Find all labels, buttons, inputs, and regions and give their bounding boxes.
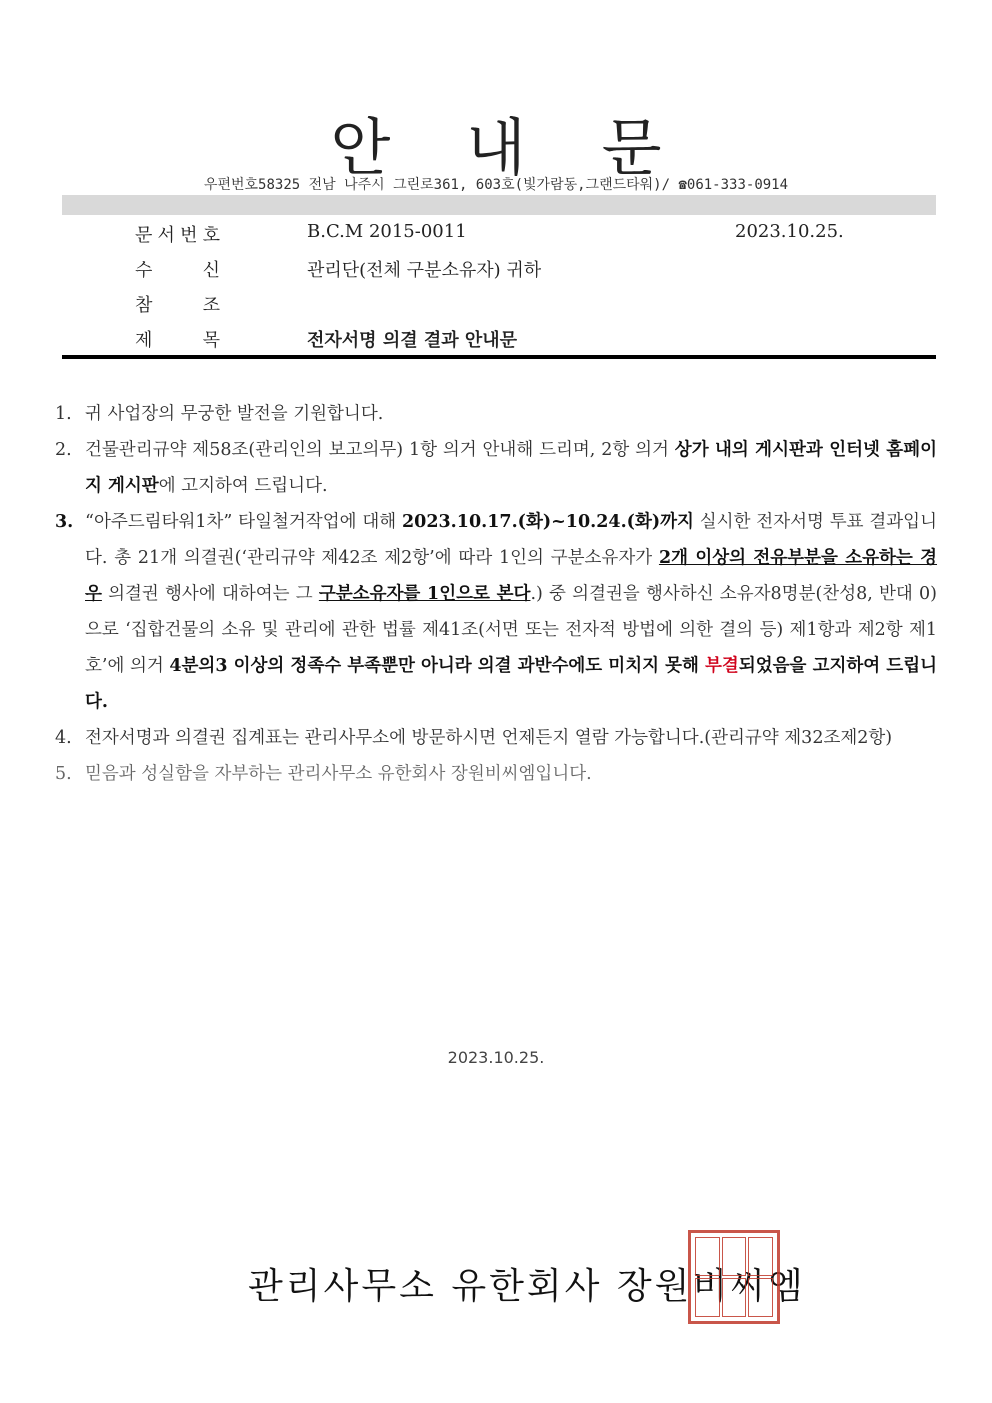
footer-date: 2023.10.25. — [447, 1048, 545, 1067]
seal-glyph — [722, 1237, 747, 1276]
text-run: 에 고지하여 드립니다. — [158, 476, 328, 496]
header-band — [62, 195, 936, 215]
doc-no-value: B.C.M 2015-0011 — [307, 221, 467, 242]
bold-text: 상가 내의 게시판과 인터넷 홈페이지 게시판 — [85, 440, 938, 496]
signature-line: 관리사무소 유한회사 장원비씨엠 — [248, 1266, 806, 1307]
label-char: 수 — [135, 260, 153, 281]
seal-glyph — [695, 1278, 720, 1317]
subject-label — [135, 326, 220, 352]
seal-glyph — [722, 1278, 747, 1317]
label-char: 호 — [202, 225, 220, 246]
rejected-text: 부결 — [705, 656, 739, 676]
item-text: 귀 사업장의 무궁한 발전을 기원합니다. — [85, 404, 384, 424]
text-run: 실시한 전자서명 투표 결과입니다. 총 21개 의결권(‘관리규약 제42조 제2항’에 따라 1인의 구분소유자가 — [85, 512, 937, 568]
notice-body — [55, 396, 937, 792]
label-char: 번 — [180, 225, 198, 246]
label-char: 신 — [202, 260, 220, 281]
underlined-text: 2개 이상의 전유부분을 소유하는 경우 — [85, 548, 938, 604]
subject-value: 전자서명 의결 결과 안내문 — [307, 330, 518, 351]
seal-glyph — [695, 1237, 720, 1276]
bold-text: 되었음을 고지하여 드립니다. — [85, 656, 937, 712]
label-char: 조 — [202, 295, 220, 316]
item-number: 4. — [55, 728, 72, 748]
item-text: 전자서명과 의결권 집계표는 관리사무소에 방문하시면 언제든지 열람 가능합니다.(관리규약 제32조제2항) — [85, 728, 893, 748]
item-number: 3. — [55, 512, 74, 532]
text-run: “아주드림타워1차” 타일철거작업에 대해 — [85, 512, 402, 532]
doc-no-label — [135, 221, 220, 247]
header-rule — [62, 355, 936, 359]
document-title: 안 내 문 — [330, 111, 690, 184]
text-run: 건물관리규약 제58조(관리인의 보고의무) 1항 의거 안내해 드리며, 2항 의거 — [85, 440, 675, 460]
recipient-label — [135, 256, 220, 282]
label-char: 제 — [135, 330, 153, 351]
label-char: 목 — [202, 330, 220, 351]
list-item — [55, 396, 937, 432]
label-char: 서 — [157, 225, 175, 246]
sender-address: 우편번호58325 전남 나주시 그린로361, 603호(빛가람동,그랜드타워)/ ☎061-333-0914 — [203, 177, 789, 193]
item-text — [85, 432, 937, 504]
company-seal-stamp — [688, 1230, 780, 1324]
item-number: 5. — [55, 764, 72, 784]
recipient-value: 관리단(전체 구분소유자) 귀하 — [307, 260, 542, 281]
list-item — [55, 756, 937, 792]
label-char: 참 — [135, 295, 153, 316]
item-number: 1. — [55, 404, 72, 424]
text-run: .) 중 의결권을 행사하신 소유자8명분(찬성8, 반대 0)으로 ‘집합건물의 소유 및 관리에 관한 법률 제41조(서면 또는 전자적 방법에 의한 결의 등) 제1항과 제2항 제1호’에 의거 — [85, 584, 937, 676]
list-item — [55, 432, 937, 504]
item-number: 2. — [55, 440, 72, 460]
seal-glyph — [748, 1278, 773, 1317]
bold-text: 4분의3 이상의 정족수 부족뿐만 아니라 의결 과반수에도 미치지 못해 — [169, 656, 706, 676]
underlined-text: 구분소유자를 1인으로 본다 — [318, 584, 531, 604]
item-text — [85, 504, 937, 720]
text-run: 의결권 행사에 대하여는 그 — [101, 584, 319, 604]
bold-text: 2023.10.17.(화)~10.24.(화)까지 — [401, 512, 694, 532]
item-text: 믿음과 성실함을 자부하는 관리사무소 유한회사 장원비씨엠입니다. — [85, 764, 592, 784]
list-item — [55, 504, 937, 720]
seal-glyph — [748, 1237, 773, 1276]
ref-label — [135, 291, 220, 317]
list-item — [55, 720, 937, 756]
label-char: 문 — [135, 225, 153, 246]
doc-date: 2023.10.25. — [735, 221, 844, 242]
